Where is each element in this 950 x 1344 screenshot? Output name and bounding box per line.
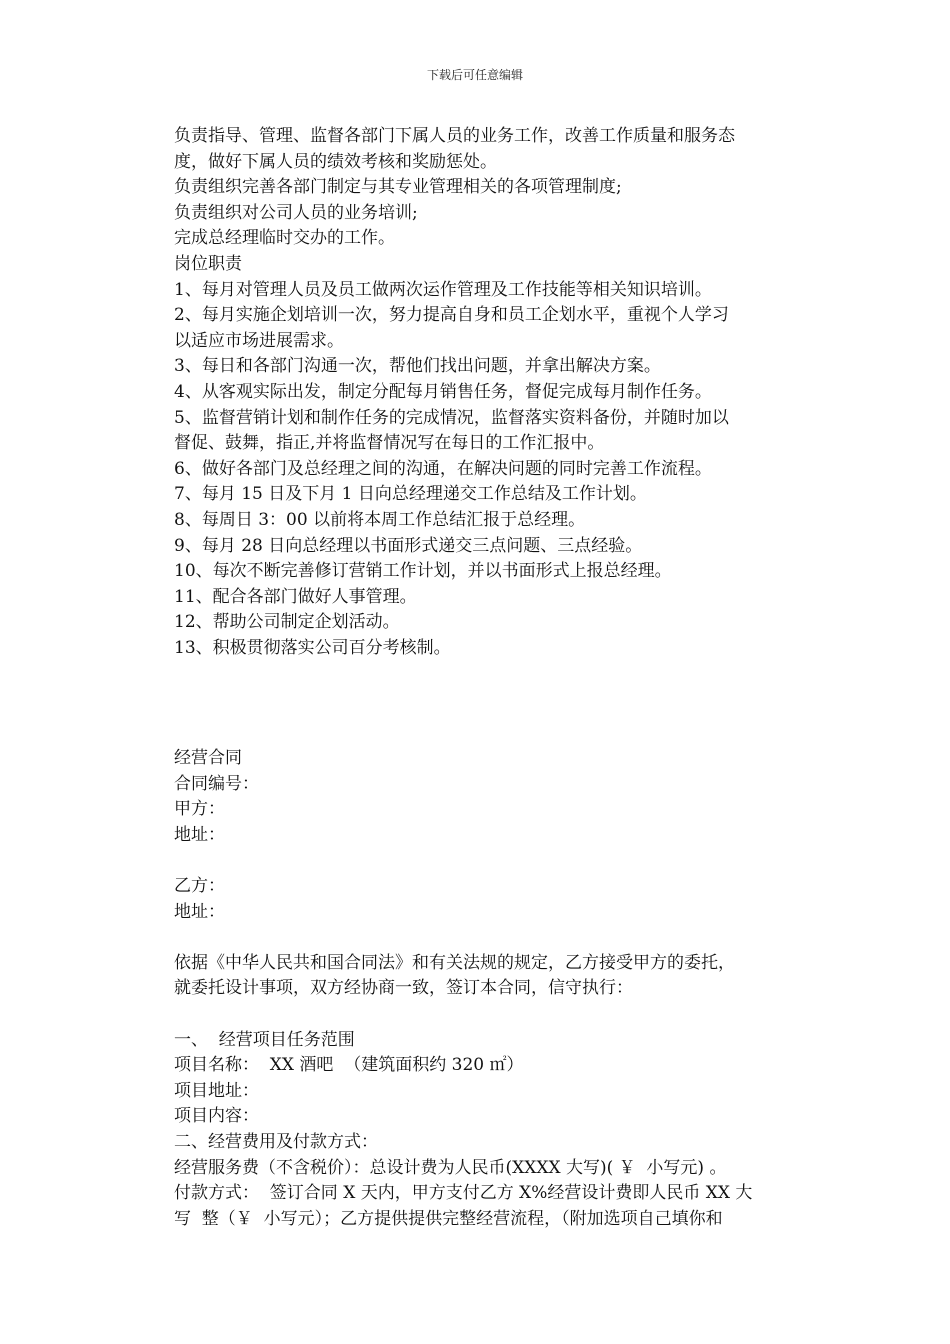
page-header: 下载后可任意编辑: [426, 68, 523, 82]
paragraph-line: 负责指导、管理、监督各部门下属人员的业务工作，改善工作质量和服务态: [174, 126, 735, 146]
list-item: 6、做好各部门及总经理之间的沟通，在解决问题的同时完善工作流程。: [174, 458, 712, 479]
contract-number: 合同编号：: [174, 773, 259, 794]
list-item: 督促、鼓舞，指正,并将监督情况写在每日的工作汇报中。: [174, 433, 605, 454]
payment-line: 写 整（￥ 小写元）；乙方提供提供完整经营流程，（附加选项自己填你和: [174, 1208, 723, 1229]
paragraph-line: 负责组织完善各部门制定与其专业管理相关的各项管理制度;: [174, 177, 622, 198]
list-item: 12、帮助公司制定企划活动。: [174, 612, 400, 633]
list-item: 7、每月 15 日及下月 1 日向总经理递交工作总结及工作计划。: [174, 484, 647, 505]
list-item: 2、每月实施企划培训一次，努力提高自身和员工企划水平，重视个人学习: [174, 305, 729, 326]
payment-line: 付款方式： 签订合同 X 天内，甲方支付乙方 X%经营设计费即人民币 XX 大: [174, 1183, 753, 1204]
intro-line: 依据《中华人民共和国合同法》和有关法规的规定，乙方接受甲方的委托，: [174, 952, 735, 973]
project-address: 项目地址：: [174, 1080, 259, 1101]
list-item: 13、积极贯彻落实公司百分考核制。: [174, 637, 451, 658]
party-a-address: 地址：: [174, 824, 225, 845]
list-item: 4、从客观实际出发，制定分配每月销售任务，督促完成每月制作任务。: [174, 381, 712, 402]
party-a: 甲方：: [174, 799, 225, 820]
list-item: 11、配合各部门做好人事管理。: [174, 586, 417, 607]
list-item: 1、每月对管理人员及员工做两次运作管理及工作技能等相关知识培训。: [174, 279, 712, 300]
list-item: 8、每周日 3：00 以前将本周工作总结汇报于总经理。: [174, 509, 586, 530]
contract-section: [174, 746, 814, 1232]
section-heading: 一、 经营项目任务范围: [174, 1029, 355, 1050]
section-heading: 岗位职责: [174, 253, 242, 274]
section-heading: 二、经营费用及付款方式：: [174, 1131, 378, 1152]
intro-line: 就委托设计事项，双方经协商一致，签订本合同，信守执行：: [174, 978, 633, 999]
duties-section: [174, 124, 814, 661]
contract-title: 经营合同: [174, 748, 242, 768]
list-item: 9、每月 28 日向总经理以书面形式递交三点问题、三点经验。: [174, 535, 643, 556]
project-content: 项目内容：: [174, 1106, 259, 1127]
list-item: 3、每日和各部门沟通一次，帮他们找出问题，并拿出解决方案。: [174, 356, 661, 377]
party-b-address: 地址：: [174, 901, 225, 922]
list-item: 以适应市场进展需求。: [174, 330, 344, 351]
list-item: 5、监督营销计划和制作任务的完成情况，监督落实资料备份，并随时加以: [174, 407, 729, 428]
project-name: 项目名称： XX 酒吧 （建筑面积约 320 ㎡）: [174, 1055, 524, 1076]
party-b: 乙方：: [174, 875, 225, 896]
fee-line: 经营服务费（不含税价）：总设计费为人民币(XXXX 大写)( ￥ 小写元) 。: [174, 1157, 727, 1178]
paragraph-line: 负责组织对公司人员的业务培训;: [174, 202, 418, 223]
paragraph-line: 完成总经理临时交办的工作。: [174, 228, 395, 249]
list-item: 10、每次不断完善修订营销工作计划，并以书面形式上报总经理。: [174, 561, 672, 582]
paragraph-line: 度，做好下属人员的绩效考核和奖励惩处。: [174, 151, 497, 172]
